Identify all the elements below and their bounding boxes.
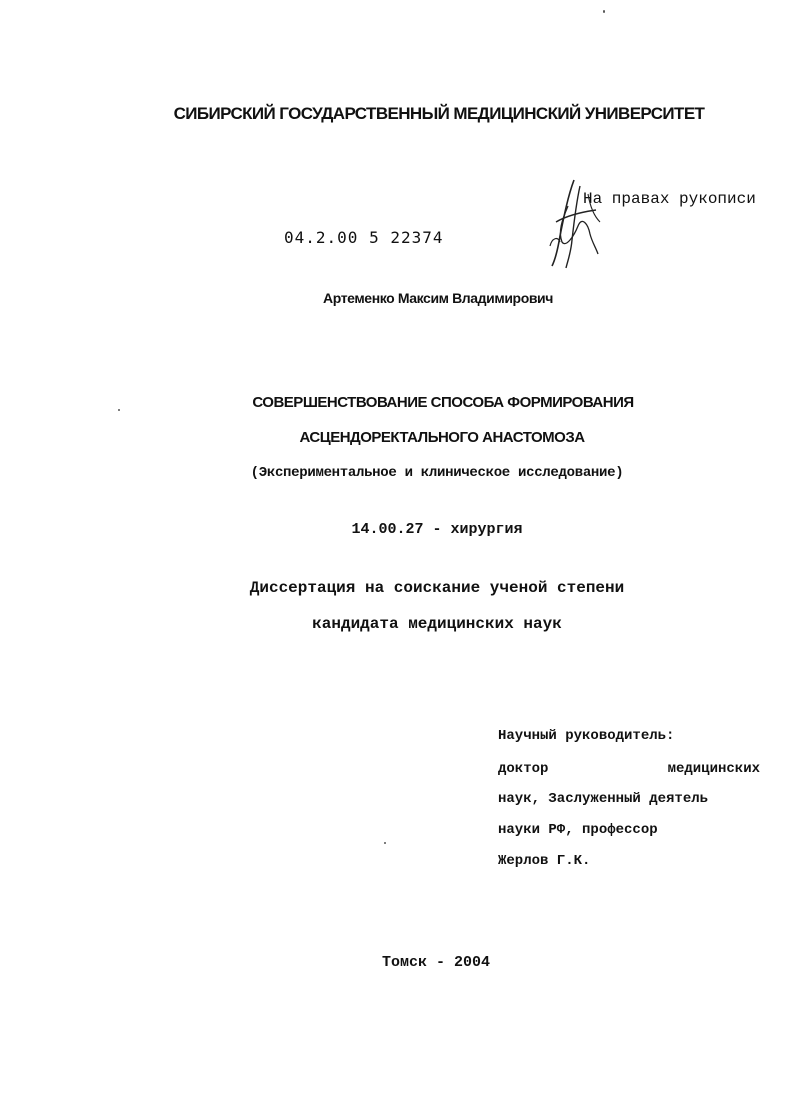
advisor-degree-left: доктор [498,761,549,777]
specialty-code: 14.00.27 - хирургия [351,521,523,538]
catalog-number: 04.2.00 5 22374 [284,228,444,247]
advisor-name: Жерлов Г.К. [498,853,591,869]
thesis-title-line2: АСЦЕНДОРЕКТАЛЬНОГО АНАСТОМОЗА [299,429,585,446]
city-year: Томск - 2004 [381,954,491,971]
scan-speck [118,409,120,411]
advisor-rank-line: науки РФ, профессор [498,822,658,838]
advisor-label: Научный руководитель: [498,728,675,744]
degree-line1: Диссертация на соискание ученой степени [249,579,625,597]
university-name: СИБИРСКИЙ ГОСУДАРСТВЕННЫЙ МЕДИЦИНСКИЙ УНИВЕРСИТЕТ [173,104,705,123]
thesis-title-line1: СОВЕРШЕНСТВОВАНИЕ СПОСОБА ФОРМИРОВАНИЯ [252,394,634,411]
scan-speck [603,10,605,13]
manuscript-note: На правах рукописи [583,190,756,208]
author-name: Артеменко Максим Владимирович [323,290,553,306]
degree-line2: кандидата медицинских наук [312,615,562,633]
advisor-degree-right: медицинских [667,761,760,777]
scan-speck [384,842,386,844]
advisor-title-line: наук, Заслуженный деятель [498,791,709,807]
thesis-subtitle: (Экспериментальное и клиническое исследование) [250,465,624,481]
advisor-degree-line [498,762,760,776]
handwritten-signature [538,176,608,271]
